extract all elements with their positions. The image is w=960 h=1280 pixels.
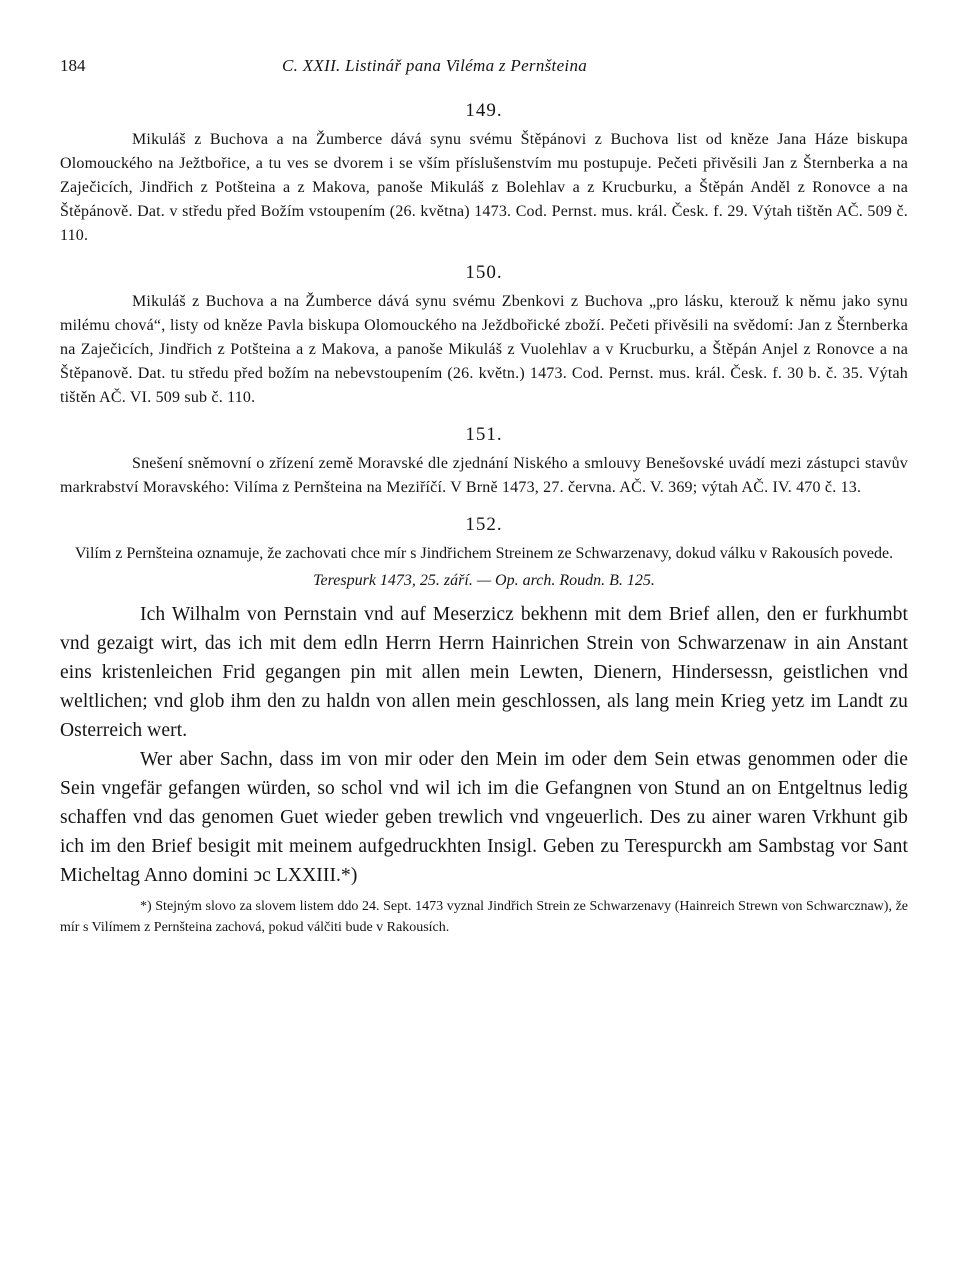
regest-summary: Vilím z Pernšteina oznamuje, že zachovati chce mír s Jindřichem Streinem ze Schwarzenavy, dokud válku v Rakousích povede. <box>74 545 894 562</box>
charter-text-paragraph: Ich Wilhalm von Pernstain vnd auf Meserzicz bekhenn mit dem Brief allen, den er furkhumbt vnd gezaigt wirt, das ich mit dem edln Herrn Herrn Hainrichen Strein von Schwarzenaw in ain Anstant eins kristenleichen Frid gegangen pin mit allen mein Lewten, Dienern, Hindersessn, geistlichen vnd weltlichen; vnd glob ihm den zu haldn von allen mein geschlossen, als lang mein Krieg yetz im Landt zu Osterreich wert. <box>60 604 908 741</box>
footnote: *) Stejným slovo za slovem listem ddo 24. Sept. 1473 vyznal Jindřich Strein ze Schwarzenavy (Hainreich Strewn von Schwarcznaw), že mír s Vilímem z Pernšteina zachová, pokud válčiti bude v Rakousích. <box>60 899 908 935</box>
entry-150 <box>60 262 908 410</box>
entry-149 <box>60 100 908 248</box>
regest-paragraph: Snešení sněmovní o zřízení země Moravské dle zjednání Niského a smlouvy Benešovské uvádí mezi zástupci stavův markrabství Moravského: Vilíma z Pernšteina na Meziříčí. V Brně 1473, 27. června. AČ. V. 369; výtah AČ. IV. 470 č. 13. <box>60 455 908 496</box>
entry-number: 150. <box>465 262 503 283</box>
regest-paragraph: Mikuláš z Buchova a na Žumberce dává synu svému Štěpánovi z Buchova list od kněze Jana Háze biskupa Olomouckého na Ježtbořice, a tu ves se dvorem i se vším příslušenstvím mu postupuje. Pečeti přivěsili Jan z Šternberka a na Zaječicích, Jindřich z Potšteina a z Makova, panoše Mikuláš z Bolehlav a z Krucburku, a Štěpán Anděl z Ronovce a na Štěpánově. Dat. v středu před Božím vstoupením (26. května) 1473. Cod. Pernst. mus. král. Česk. f. 29. Výtah tištěn AČ. 509 č. 110. <box>60 131 908 244</box>
entry-number: 151. <box>465 424 503 445</box>
entry-152 <box>60 514 908 938</box>
running-title: C. XXII. Listinář pana Viléma z Pernšteina <box>282 56 588 75</box>
entry-number: 152. <box>465 514 503 535</box>
page-number: 184 <box>60 56 86 75</box>
charter-text-paragraph: Wer aber Sachn, dass im von mir oder den Mein im oder dem Sein etwas genommen oder die Sein vngefär gefangen würden, so schol vnd wil ich im die Gefangnen von Stund an on Entgeltnus ledig schaffen vnd das genomen Guet wieder geben trewlich vnd vngeuerlich. Des zu ainer waren Vrkhunt gib ich im den Brief besigit mit meinem aufgedruckhten Insigl. Geben zu Terespurckh am Sambstag vor Sant Micheltag Anno domini ↄc LXXIII.*) <box>60 749 908 886</box>
source-citation: Terespurk 1473, 25. září. — Op. arch. Roudn. B. 125. <box>313 572 655 589</box>
document-page <box>60 46 908 938</box>
entry-number: 149. <box>465 100 503 121</box>
entry-151 <box>60 424 908 500</box>
regest-paragraph: Mikuláš z Buchova a na Žumberce dává synu svému Zbenkovi z Buchova „pro lásku, kterouž k němu jako synu milému chová“, listy od kněze Pavla biskupa Olomouckého na Ježdbořické zboží. Pečeti přivěsili na svědomí: Jan z Šternberka na Zaječicích, Jindřich z Potšteina a z Makova, a panoše Mikuláš z Vuolehlav a v Krucburku, a Štěpán Anjel z Ronovce a na Štěpanově. Dat. tu středu před božím na nebevstoupením (26. květn.) 1473. Cod. Pernst. mus. král. Česk. f. 30 b. č. 35. Výtah tištěn AČ. VI. 509 sub č. 110. <box>60 293 908 406</box>
running-header <box>60 46 908 86</box>
